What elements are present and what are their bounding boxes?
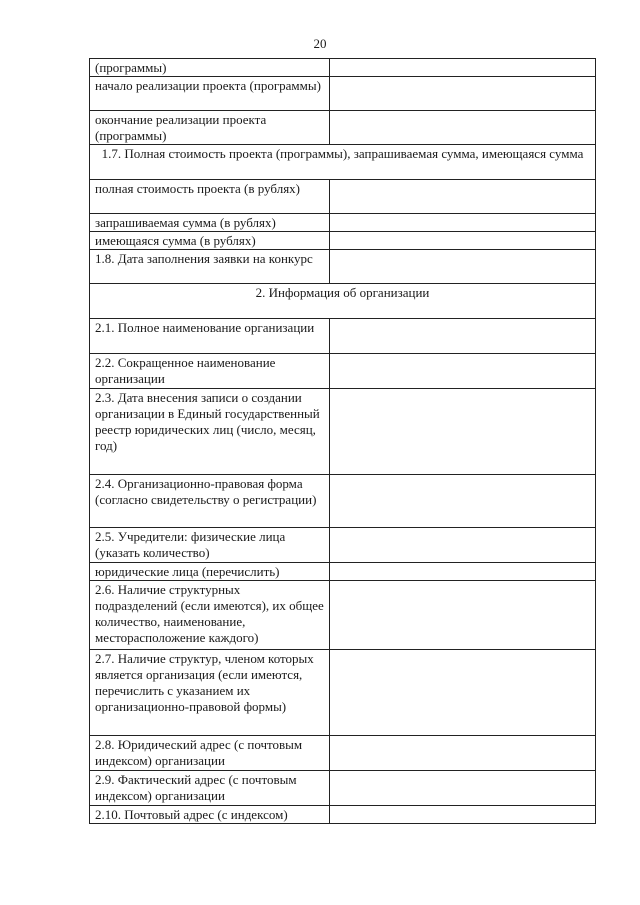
field-value-cell[interactable] <box>330 563 596 581</box>
field-row <box>90 77 596 111</box>
section-heading: 1.7. Полная стоимость проекта (программы), запрашиваемая сумма, имеющаяся сумма <box>90 145 596 180</box>
field-row <box>90 736 596 771</box>
section-heading: 2. Информация об организации <box>90 284 596 319</box>
application-form-table <box>89 58 596 824</box>
field-value-cell[interactable] <box>330 650 596 736</box>
field-value-cell[interactable] <box>330 319 596 354</box>
field-label: 2.2. Сокращенное наименование организации <box>90 354 330 389</box>
field-value-cell[interactable] <box>330 475 596 528</box>
field-row <box>90 180 596 214</box>
field-row <box>90 111 596 145</box>
field-label: полная стоимость проекта (в рублях) <box>90 180 330 214</box>
field-row <box>90 528 596 563</box>
field-label: 1.8. Дата заполнения заявки на конкурс <box>90 250 330 284</box>
field-label: 2.5. Учредители: физические лица (указать количество) <box>90 528 330 563</box>
field-label: 2.10. Почтовый адрес (с индексом) <box>90 806 330 824</box>
field-row <box>90 232 596 250</box>
field-row <box>90 214 596 232</box>
field-label: 2.4. Организационно-правовая форма (согласно свидетельству о регистрации) <box>90 475 330 528</box>
field-label: начало реализации проекта (программы) <box>90 77 330 111</box>
field-row <box>90 319 596 354</box>
field-value-cell[interactable] <box>330 354 596 389</box>
field-value-cell[interactable] <box>330 736 596 771</box>
field-label: 2.3. Дата внесения записи о создании организации в Единый государственный реестр юридических лиц (число, месяц, год) <box>90 389 330 475</box>
field-value-cell[interactable] <box>330 232 596 250</box>
field-row <box>90 806 596 824</box>
field-value-cell[interactable] <box>330 59 596 77</box>
field-row <box>90 475 596 528</box>
field-value-cell[interactable] <box>330 528 596 563</box>
field-value-cell[interactable] <box>330 581 596 650</box>
field-label: 2.1. Полное наименование организации <box>90 319 330 354</box>
field-value-cell[interactable] <box>330 250 596 284</box>
field-row <box>90 771 596 806</box>
field-row <box>90 563 596 581</box>
section-row <box>90 284 596 319</box>
field-label: запрашиваемая сумма (в рублях) <box>90 214 330 232</box>
field-row <box>90 250 596 284</box>
field-row <box>90 389 596 475</box>
field-row <box>90 354 596 389</box>
field-row <box>90 59 596 77</box>
field-value-cell[interactable] <box>330 180 596 214</box>
field-label: 2.8. Юридический адрес (с почтовым индексом) организации <box>90 736 330 771</box>
field-value-cell[interactable] <box>330 806 596 824</box>
field-value-cell[interactable] <box>330 214 596 232</box>
field-label: юридические лица (перечислить) <box>90 563 330 581</box>
field-label: (программы) <box>90 59 330 77</box>
field-label: окончание реализации проекта (программы) <box>90 111 330 145</box>
page-number: 20 <box>313 36 327 51</box>
field-row <box>90 650 596 736</box>
field-label: 2.6. Наличие структурных подразделений (если имеются), их общее количество, наименование, месторасположение каждого) <box>90 581 330 650</box>
field-label: 2.9. Фактический адрес (с почтовым индексом) организации <box>90 771 330 806</box>
section-row <box>90 145 596 180</box>
form-table-body <box>90 59 596 824</box>
field-value-cell[interactable] <box>330 389 596 475</box>
field-row <box>90 581 596 650</box>
field-value-cell[interactable] <box>330 77 596 111</box>
field-value-cell[interactable] <box>330 771 596 806</box>
field-label: 2.7. Наличие структур, членом которых является организация (если имеются, перечислить с указанием их организационно-правовой формы) <box>90 650 330 736</box>
field-value-cell[interactable] <box>330 111 596 145</box>
field-label: имеющаяся сумма (в рублях) <box>90 232 330 250</box>
